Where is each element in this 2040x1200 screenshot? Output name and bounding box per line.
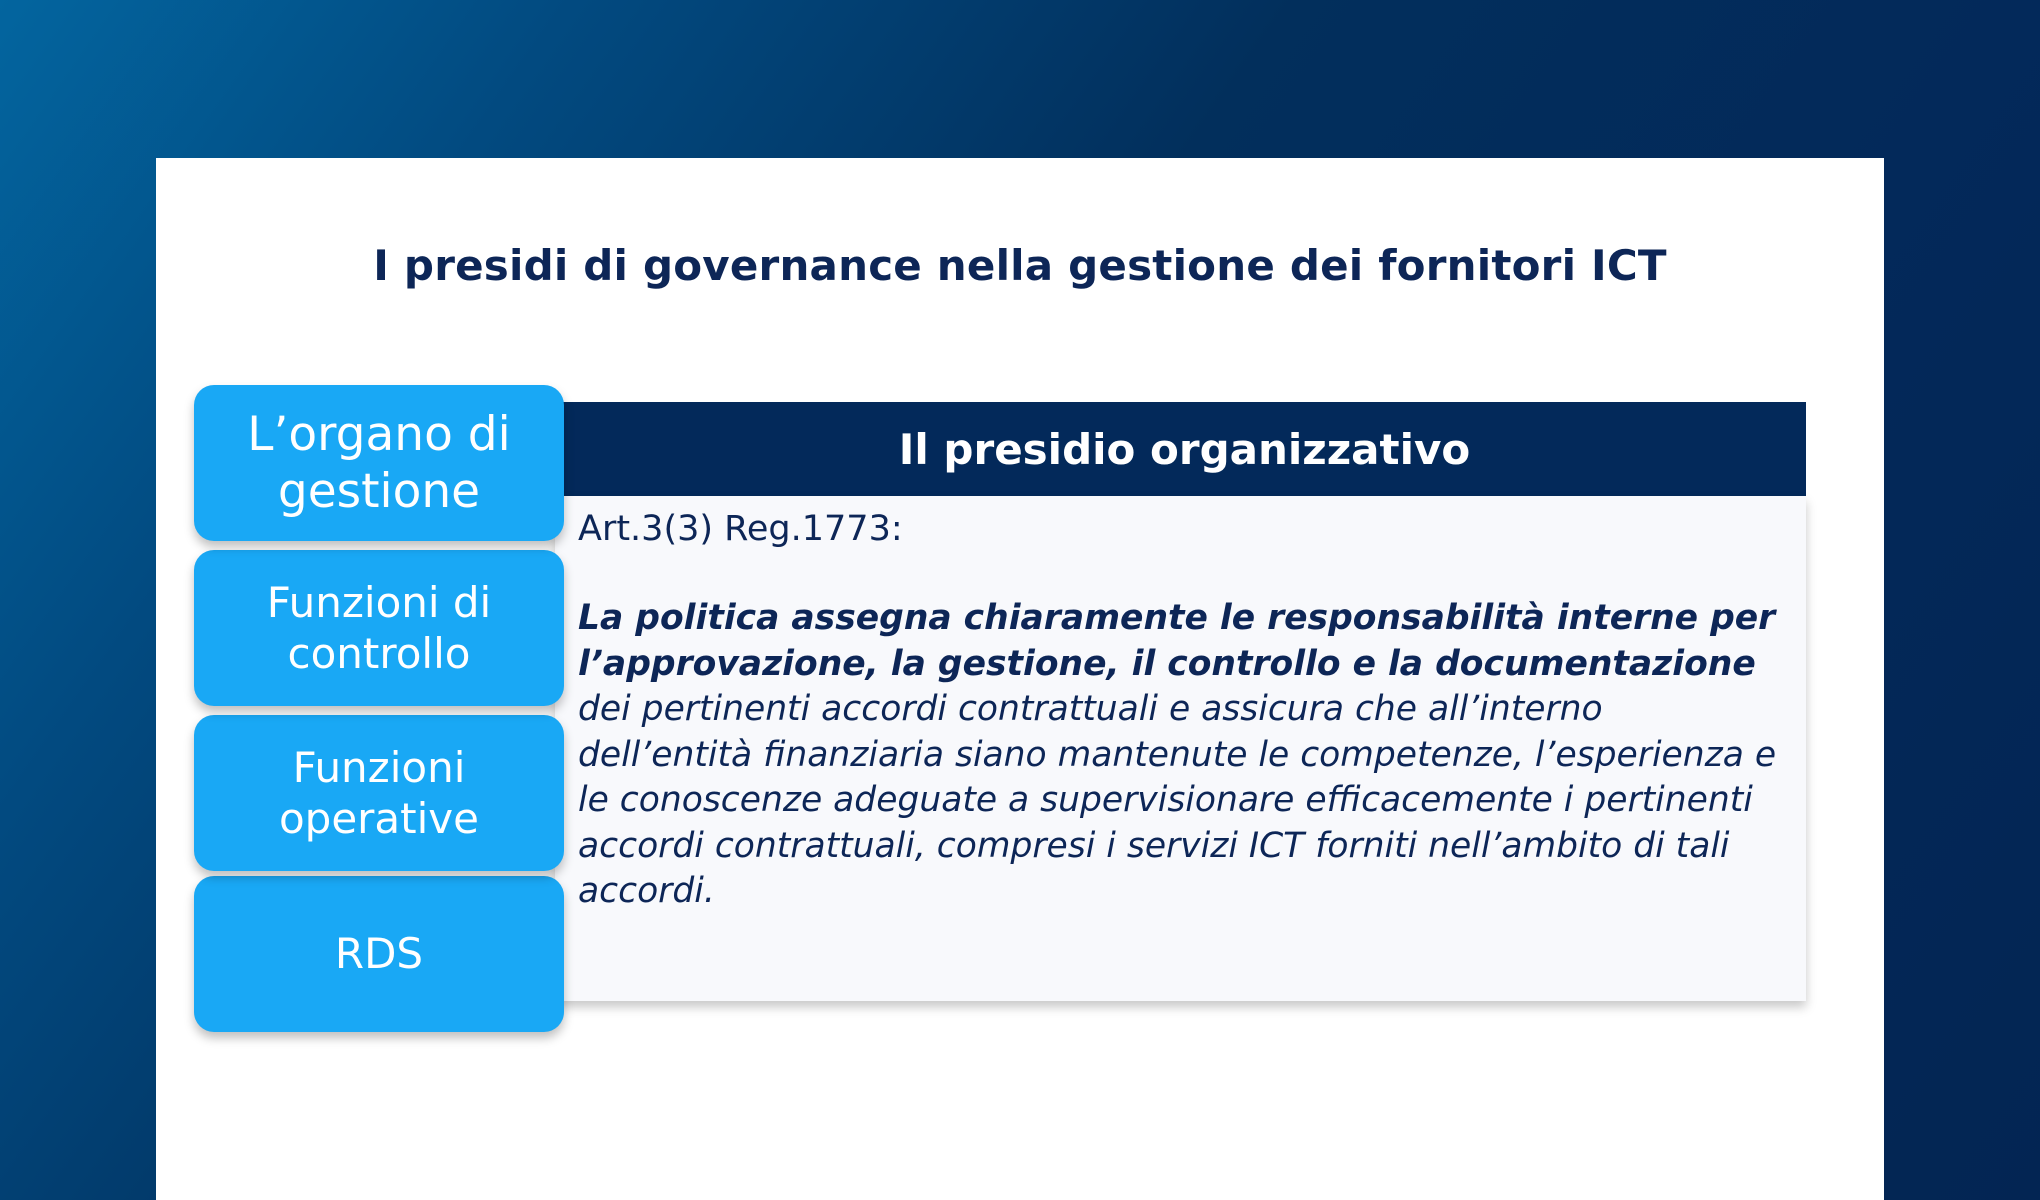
tab-label-line-1: Funzioni bbox=[292, 742, 466, 792]
policy-normal-text: dei pertinenti accordi contrattuali e assicura che all’interno dell’entità finanziaria siano mantenute le competenze, l’esperienza e le conoscenze adeguate a supervisionare efficacemente i pertinenti accordi contrattuali, compresi i servizi ICT forniti nell’ambito di tali accordi. bbox=[578, 689, 1777, 911]
slide-title: I presidi di governance nella gestione dei fornitori ICT bbox=[373, 241, 1667, 290]
policy-paragraph bbox=[578, 596, 1782, 915]
tab-label-line-2: gestione bbox=[277, 464, 481, 519]
panel-header: Il presidio organizzativo bbox=[563, 402, 1806, 496]
tab-rds[interactable] bbox=[194, 876, 564, 1032]
tab-funzioni-di-controllo[interactable] bbox=[194, 550, 564, 706]
tab-organo-di-gestione[interactable] bbox=[194, 385, 564, 541]
policy-bold-text: La politica assegna chiaramente le responsabilità interne per l’approvazione, la gestione, il controllo e la documentazione bbox=[578, 598, 1776, 684]
panel-body bbox=[555, 496, 1806, 1001]
tab-label-line-2: operative bbox=[278, 794, 480, 843]
tab-label-line-1: L’organo di bbox=[247, 406, 511, 462]
regulation-reference: Art.3(3) Reg.1773: bbox=[578, 509, 903, 549]
tab-funzioni-operative[interactable] bbox=[194, 715, 564, 871]
slide bbox=[156, 158, 1884, 1200]
tab-label-line-1: RDS bbox=[334, 929, 424, 979]
tab-label-line-2: controllo bbox=[287, 629, 471, 678]
tab-label-line-1: Funzioni di bbox=[266, 577, 492, 627]
spacer bbox=[578, 552, 1782, 596]
